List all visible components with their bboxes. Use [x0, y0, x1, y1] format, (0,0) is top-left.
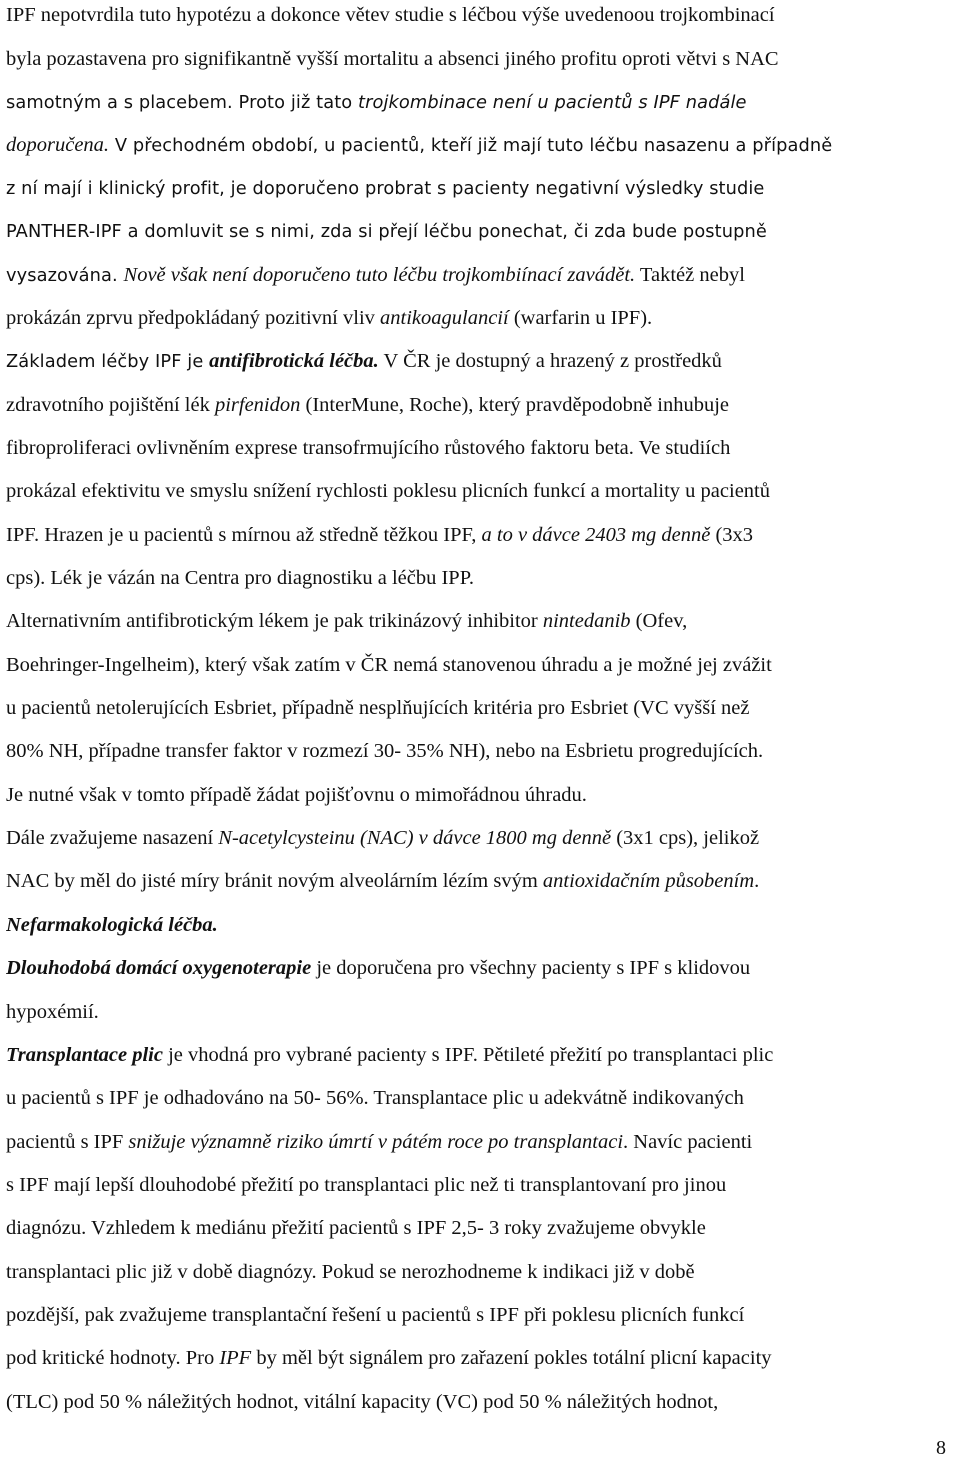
text-run: V ČR je dostupný a hrazený z prostředků	[378, 350, 722, 372]
text-run: trojkombinace není u pacientů s IPF nadále	[358, 92, 747, 113]
text-run: cps). Lék je vázán na Centra pro diagnostiku a léčbu IPP.	[6, 567, 474, 589]
text-run: N-acetylcysteinu (NAC) v dávce 1800 mg denně	[218, 827, 612, 849]
text-line	[6, 87, 954, 118]
text-run: antikoagulancií	[380, 307, 509, 329]
text-run: je doporučena pro všechny pacienty s IPF s klidovou	[311, 957, 751, 979]
text-line	[6, 1040, 954, 1070]
text-line	[6, 1083, 954, 1113]
text-run: pirfenidon	[214, 394, 301, 416]
text-run: doporučena.	[6, 134, 110, 156]
text-run: fibroproliferaci ovlivněním exprese transofrmujícího růstového faktoru beta. Ve studiích	[6, 437, 731, 459]
text-run: Taktéž nebyl	[635, 264, 745, 286]
text-run: antioxidačním působením	[542, 870, 755, 892]
text-line	[6, 780, 954, 810]
text-run: u pacientů netolerujících Esbriet, případně nesplňujících kritéria pro Esbriet (VC vyšší než	[6, 697, 750, 719]
text-line	[6, 1213, 954, 1243]
text-run: (warfarin u IPF).	[508, 307, 653, 329]
text-run: Nefarmakologická léčba.	[6, 914, 218, 936]
text-line	[6, 216, 954, 247]
text-run: IPF	[219, 1347, 252, 1369]
text-run: V přechodném období, u pacientů, kteří již mají tuto léčbu nasazenu a případně	[109, 135, 833, 156]
text-run: 80% NH, případne transfer faktor v rozmezí 30- 35% NH), nebo na Esbrietu progredujících.	[6, 740, 764, 762]
text-line	[6, 390, 954, 420]
text-line	[6, 476, 954, 506]
text-run: Dále zvažujeme nasazení	[6, 827, 219, 849]
text-run: Nově však není doporučeno tuto léčbu trojkombiínací zavádět.	[123, 264, 636, 286]
text-line	[6, 0, 954, 30]
text-run: zdravotního pojištění lék	[6, 394, 215, 416]
text-line	[6, 1387, 954, 1417]
text-run: vysazována.	[6, 265, 124, 286]
text-run: byla pozastavena pro signifikantně vyšší mortalitu a absenci jiného profitu oproti větvi s NAC	[6, 48, 779, 70]
text-run: s IPF mají lepší dlouhodobé přežití po transplantaci plic než ti transplantovaní pro jinou	[6, 1174, 727, 1196]
text-run: diagnózu. Vzhledem k mediánu přežití pacientů s IPF 2,5- 3 roky zvažujeme obvykle	[6, 1217, 706, 1239]
text-run: antifibrotická léčba.	[209, 350, 379, 372]
text-run: Základem léčby IPF je	[6, 351, 210, 372]
text-line	[6, 650, 954, 680]
text-line	[6, 260, 954, 291]
text-line	[6, 433, 954, 463]
text-run: .	[754, 870, 760, 892]
text-run: . Navíc pacienti	[623, 1131, 753, 1153]
text-line	[6, 693, 954, 723]
text-run: Alternativním antifibrotickým lékem je pak trikinázový inhibitor	[6, 610, 543, 632]
text-line	[6, 606, 954, 636]
text-run: (3x1 cps), jelikož	[611, 827, 760, 849]
text-run: prokázán zprvu předpokládaný pozitivní vliv	[6, 307, 381, 329]
text-line	[6, 866, 954, 896]
text-run: (InterMune, Roche), který pravděpodobně inhubuje	[300, 394, 730, 416]
text-line	[6, 1257, 954, 1287]
text-line	[6, 44, 954, 74]
text-run: hypoxémií.	[6, 1001, 99, 1023]
text-run: Boehringer-Ingelheim), který však zatím v ČR nemá stanovenou úhradu a je možné jej zvážit	[6, 654, 772, 676]
text-line	[6, 1343, 954, 1373]
text-line	[6, 1300, 954, 1330]
text-run: Je nutné však v tomto případě žádat pojišťovnu o mimořádnou úhradu.	[6, 784, 587, 806]
text-run: prokázal efektivitu ve smyslu snížení rychlosti poklesu plicních funkcí a mortality u pacientů	[6, 480, 770, 502]
text-run: z ní mají i klinický profit, je doporučeno probrat s pacienty negativní výsledky studie	[6, 178, 765, 199]
text-run: (TLC) pod 50 % náležitých hodnot, vitální kapacity (VC) pod 50 % náležitých hodnot,	[6, 1391, 719, 1413]
text-run: pacientů s IPF	[6, 1131, 129, 1153]
text-run: Transplantace plic	[6, 1044, 163, 1066]
text-run: (3x3	[710, 524, 754, 546]
page-number: 8	[936, 1437, 946, 1459]
text-line	[6, 910, 954, 940]
text-line	[6, 520, 954, 550]
text-line	[6, 1127, 954, 1157]
text-run: transplantaci plic již v době diagnózy. Pokud se nerozhodneme k indikaci již v době	[6, 1261, 695, 1283]
text-run: IPF. Hrazen je u pacientů s mírnou až středně těžkou IPF,	[6, 524, 482, 546]
text-line	[6, 1170, 954, 1200]
text-run: a to v dávce 2403 mg denně	[481, 524, 711, 546]
text-run: (Ofev,	[630, 610, 688, 632]
text-run: je vhodná pro vybrané pacienty s IPF. Pětileté přežití po transplantaci plic	[162, 1044, 774, 1066]
text-run: pod kritické hodnoty. Pro	[6, 1347, 220, 1369]
text-run: Dlouhodobá domácí oxygenoterapie	[6, 957, 312, 979]
text-run: NAC by měl do jisté míry bránit novým alveolárním lézím svým	[6, 870, 543, 892]
text-run: pozdější, pak zvažujeme transplantační řešení u pacientů s IPF při poklesu plicních funkcí	[6, 1304, 745, 1326]
text-line	[6, 173, 954, 204]
text-line	[6, 997, 954, 1027]
text-line	[6, 736, 954, 766]
text-line	[6, 953, 954, 983]
text-line	[6, 563, 954, 593]
text-line	[6, 130, 954, 161]
text-line	[6, 346, 954, 377]
text-run: u pacientů s IPF je odhadováno na 50- 56%. Transplantace plic u adekvátně indikovaných	[6, 1087, 744, 1109]
text-line	[6, 303, 954, 333]
text-line	[6, 823, 954, 853]
text-run: PANTHER-IPF a domluvit se s nimi, zda si přejí léčbu ponechat, či zda bude postupně	[6, 221, 767, 242]
text-run: samotným a s placebem. Proto již tato	[6, 92, 359, 113]
text-run: IPF nepotvrdila tuto hypotézu a dokonce větev studie s léčbou výše uvedenoou trojkombinací	[6, 4, 775, 26]
text-run: snižuje významně riziko úmrtí v pátém roce po transplantaci	[128, 1131, 624, 1153]
text-run: by měl být signálem pro zařazení pokles totální plicní kapacity	[251, 1347, 772, 1369]
text-run: nintedanib	[542, 610, 631, 632]
